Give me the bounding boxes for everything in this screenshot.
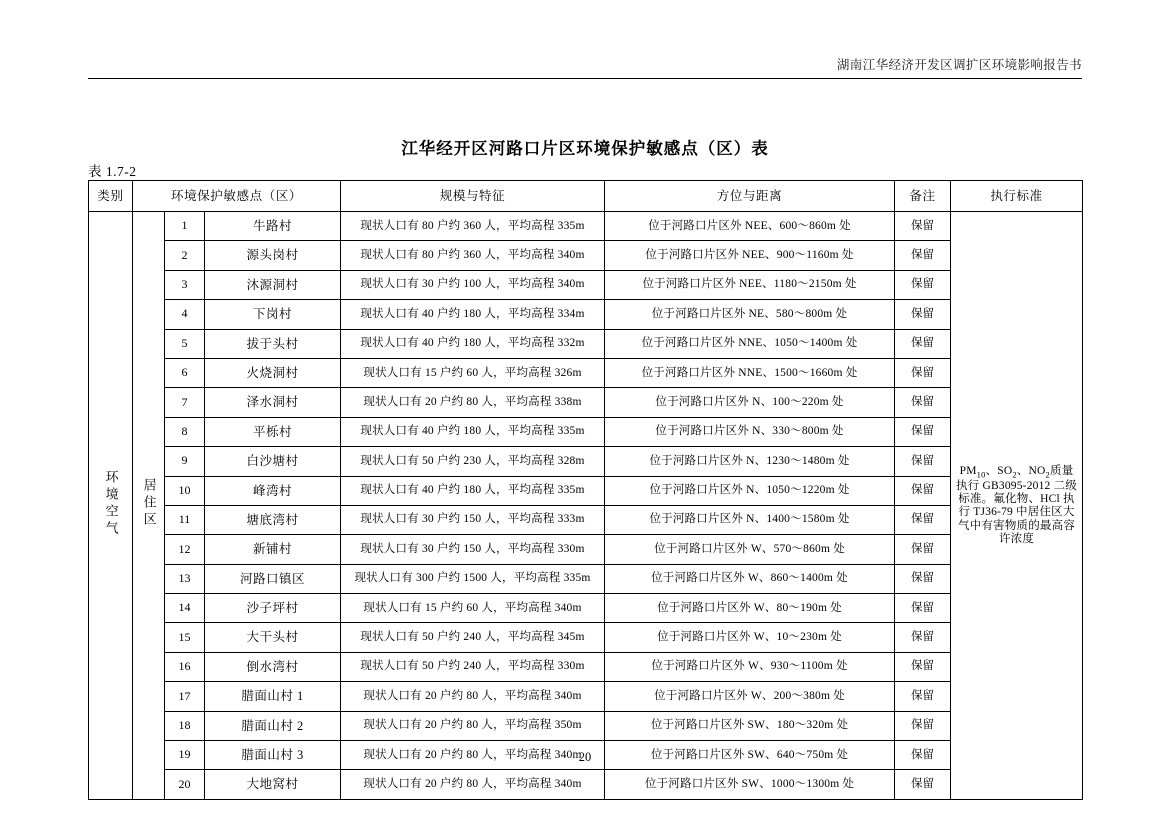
point-direction: 位于河路口片区外 W、930～1100m 处 xyxy=(605,652,895,681)
point-direction: 位于河路口片区外 SW、1000～1300m 处 xyxy=(605,770,895,799)
point-name: 大地窝村 xyxy=(205,770,341,799)
point-remark: 保留 xyxy=(895,505,951,534)
point-name: 平栎村 xyxy=(205,417,341,446)
point-scale: 现状人口有 20 户约 80 人，平均高程 340m xyxy=(341,682,605,711)
point-remark: 保留 xyxy=(895,300,951,329)
point-remark: 保留 xyxy=(895,417,951,446)
col-header-category: 类别 xyxy=(89,181,133,212)
point-scale: 现状人口有 30 户约 150 人，平均高程 333m xyxy=(341,505,605,534)
point-remark: 保留 xyxy=(895,241,951,270)
point-scale: 现状人口有 30 户约 150 人，平均高程 330m xyxy=(341,535,605,564)
point-direction: 位于河路口片区外 N、1050～1220m 处 xyxy=(605,476,895,505)
point-direction: 位于河路口片区外 SW、180～320m 处 xyxy=(605,711,895,740)
point-scale: 现状人口有 40 户约 180 人，平均高程 332m xyxy=(341,329,605,358)
standard-text-part1: $PM_{10}$、$SO_2$、$NO_2$质量执行 GB3095-2012 二级标准。氟化物、HCl 执行 TJ36-79 中居住区大气中有害物质的最高容许浓度 xyxy=(956,464,1077,545)
row-number: 11 xyxy=(165,505,205,534)
point-scale: 现状人口有 80 户约 360 人，平均高程 340m xyxy=(341,241,605,270)
point-name: 腊面山村 2 xyxy=(205,711,341,740)
table-row xyxy=(89,476,1083,505)
running-head: 湖南江华经济开发区调扩区环境影响报告书 xyxy=(836,58,1082,72)
table-row xyxy=(89,711,1083,740)
row-number: 9 xyxy=(165,447,205,476)
point-direction: 位于河路口片区外 NEE、900～1160m 处 xyxy=(605,241,895,270)
point-direction: 位于河路口片区外 N、100～220m 处 xyxy=(605,388,895,417)
point-direction: 位于河路口片区外 NEE、1180～2150m 处 xyxy=(605,270,895,299)
point-direction: 位于河路口片区外 W、860～1400m 处 xyxy=(605,564,895,593)
point-direction: 位于河路口片区外 N、330～800m 处 xyxy=(605,417,895,446)
table-row xyxy=(89,564,1083,593)
row-number: 4 xyxy=(165,300,205,329)
row-number: 1 xyxy=(165,212,205,241)
point-direction: 位于河路口片区外 N、1230～1480m 处 xyxy=(605,447,895,476)
point-name: 倒水湾村 xyxy=(205,652,341,681)
point-remark: 保留 xyxy=(895,329,951,358)
row-number: 12 xyxy=(165,535,205,564)
table-row xyxy=(89,623,1083,652)
point-scale: 现状人口有 300 户约 1500 人，平均高程 335m xyxy=(341,564,605,593)
point-remark: 保留 xyxy=(895,270,951,299)
point-remark: 保留 xyxy=(895,212,951,241)
point-direction: 位于河路口片区外 W、570～860m 处 xyxy=(605,535,895,564)
col-header-sensitive-point: 环境保护敏感点（区） xyxy=(133,181,341,212)
point-remark: 保留 xyxy=(895,623,951,652)
point-name: 河路口镇区 xyxy=(205,564,341,593)
point-scale: 现状人口有 40 户约 180 人，平均高程 334m xyxy=(341,300,605,329)
col-header-direction: 方位与距离 xyxy=(605,181,895,212)
point-name: 峰湾村 xyxy=(205,476,341,505)
table-row xyxy=(89,270,1083,299)
header-divider xyxy=(88,78,1082,79)
table-row xyxy=(89,329,1083,358)
table-label: 表 1.7-2 xyxy=(88,164,137,179)
point-name: 泽水洞村 xyxy=(205,388,341,417)
row-number: 17 xyxy=(165,682,205,711)
point-name: 沙子坪村 xyxy=(205,594,341,623)
point-direction: 位于河路口片区外 NNE、1500～1660m 处 xyxy=(605,358,895,387)
table-row xyxy=(89,358,1083,387)
row-number: 5 xyxy=(165,329,205,358)
point-name: 火烧洞村 xyxy=(205,358,341,387)
table-row xyxy=(89,212,1083,241)
table-row xyxy=(89,770,1083,799)
row-number: 15 xyxy=(165,623,205,652)
page-number: 20 xyxy=(578,750,592,764)
point-name: 源头岗村 xyxy=(205,241,341,270)
point-scale: 现状人口有 50 户约 240 人，平均高程 330m xyxy=(341,652,605,681)
category-cell xyxy=(89,212,133,800)
point-name: 拔于头村 xyxy=(205,329,341,358)
point-name: 下岗村 xyxy=(205,300,341,329)
point-scale: 现状人口有 20 户约 80 人，平均高程 338m xyxy=(341,388,605,417)
point-direction: 位于河路口片区外 NNE、1050～1400m 处 xyxy=(605,329,895,358)
row-number: 13 xyxy=(165,564,205,593)
row-number: 7 xyxy=(165,388,205,417)
row-number: 16 xyxy=(165,652,205,681)
page-title: 江华经开区河路口片区环境保护敏感点（区）表 xyxy=(401,139,769,158)
row-number: 19 xyxy=(165,741,205,770)
point-remark: 保留 xyxy=(895,476,951,505)
col-header-remark: 备注 xyxy=(895,181,951,212)
point-name: 牛路村 xyxy=(205,212,341,241)
table-row xyxy=(89,300,1083,329)
point-scale: 现状人口有 20 户约 80 人，平均高程 350m xyxy=(341,711,605,740)
table-row xyxy=(89,505,1083,534)
point-scale: 现状人口有 20 户约 80 人，平均高程 340m xyxy=(341,770,605,799)
point-scale: 现状人口有 40 户约 180 人，平均高程 335m xyxy=(341,417,605,446)
row-number: 2 xyxy=(165,241,205,270)
point-remark: 保留 xyxy=(895,711,951,740)
table-header-row xyxy=(89,181,1083,212)
table-row xyxy=(89,447,1083,476)
point-direction: 位于河路口片区外 N、1400～1580m 处 xyxy=(605,505,895,534)
table-row xyxy=(89,417,1083,446)
point-direction: 位于河路口片区外 W、200～380m 处 xyxy=(605,682,895,711)
table-row xyxy=(89,652,1083,681)
col-header-standard: 执行标准 xyxy=(951,181,1083,212)
point-name: 白沙塘村 xyxy=(205,447,341,476)
point-name: 沐源洞村 xyxy=(205,270,341,299)
row-number: 14 xyxy=(165,594,205,623)
point-direction: 位于河路口片区外 W、10～230m 处 xyxy=(605,623,895,652)
row-number: 20 xyxy=(165,770,205,799)
point-direction: 位于河路口片区外 NE、580～800m 处 xyxy=(605,300,895,329)
point-remark: 保留 xyxy=(895,594,951,623)
subcategory-cell xyxy=(133,212,165,800)
row-number: 3 xyxy=(165,270,205,299)
table-row xyxy=(89,682,1083,711)
point-name: 腊面山村 3 xyxy=(205,741,341,770)
page-header xyxy=(88,55,1082,79)
subcategory-label: 居住区 xyxy=(141,478,157,529)
point-scale: 现状人口有 50 户约 230 人，平均高程 328m xyxy=(341,447,605,476)
row-number: 8 xyxy=(165,417,205,446)
point-name: 大干头村 xyxy=(205,623,341,652)
point-remark: 保留 xyxy=(895,770,951,799)
category-label: 环境空气 xyxy=(103,469,119,538)
col-header-scale: 规模与特征 xyxy=(341,181,605,212)
row-number: 10 xyxy=(165,476,205,505)
table-row xyxy=(89,388,1083,417)
table-row xyxy=(89,594,1083,623)
point-direction: 位于河路口片区外 W、80～190m 处 xyxy=(605,594,895,623)
point-remark: 保留 xyxy=(895,652,951,681)
point-remark: 保留 xyxy=(895,682,951,711)
standard-cell xyxy=(951,212,1083,800)
point-remark: 保留 xyxy=(895,388,951,417)
table-row xyxy=(89,241,1083,270)
point-remark: 保留 xyxy=(895,358,951,387)
point-remark: 保留 xyxy=(895,741,951,770)
point-scale: 现状人口有 15 户约 60 人，平均高程 340m xyxy=(341,594,605,623)
point-scale: 现状人口有 50 户约 240 人，平均高程 345m xyxy=(341,623,605,652)
table-row xyxy=(89,535,1083,564)
point-scale: 现状人口有 30 户约 100 人，平均高程 340m xyxy=(341,270,605,299)
sensitive-points-table xyxy=(88,180,1083,800)
point-direction: 位于河路口片区外 SW、640～750m 处 xyxy=(605,741,895,770)
table-body xyxy=(89,212,1083,800)
point-scale: 现状人口有 15 户约 60 人，平均高程 326m xyxy=(341,358,605,387)
point-remark: 保留 xyxy=(895,564,951,593)
point-name: 新铺村 xyxy=(205,535,341,564)
row-number: 6 xyxy=(165,358,205,387)
point-remark: 保留 xyxy=(895,447,951,476)
point-remark: 保留 xyxy=(895,535,951,564)
point-name: 塘底湾村 xyxy=(205,505,341,534)
point-direction: 位于河路口片区外 NEE、600～860m 处 xyxy=(605,212,895,241)
point-scale: 现状人口有 40 户约 180 人，平均高程 335m xyxy=(341,476,605,505)
row-number: 18 xyxy=(165,711,205,740)
point-name: 腊面山村 1 xyxy=(205,682,341,711)
point-scale: 现状人口有 20 户约 80 人，平均高程 340m xyxy=(341,741,605,770)
point-scale: 现状人口有 80 户约 360 人，平均高程 335m xyxy=(341,212,605,241)
